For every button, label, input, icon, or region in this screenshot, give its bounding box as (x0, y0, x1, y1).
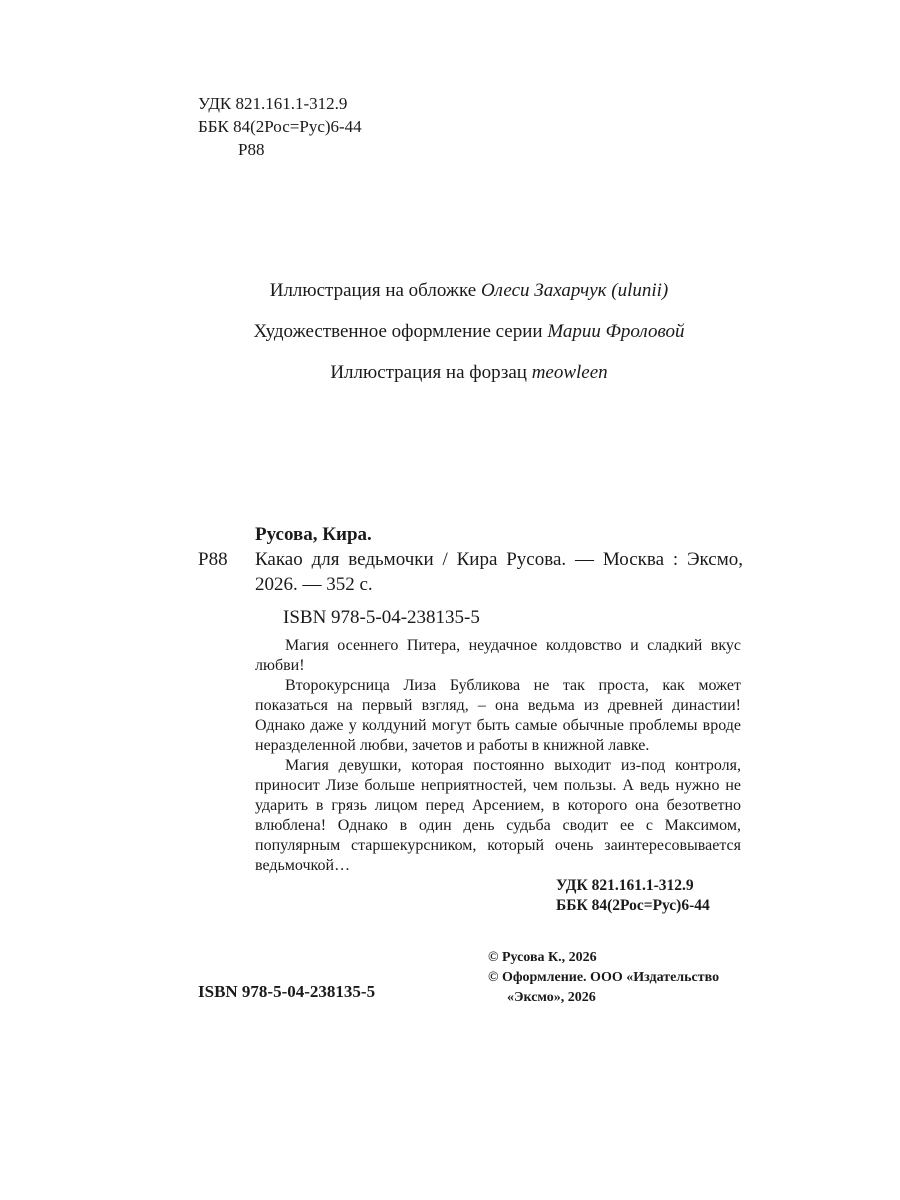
copyright-publisher: «Эксмо», 2026 (507, 990, 596, 1005)
record-author-mark: Р88 (198, 549, 228, 570)
author-mark: Р88 (238, 140, 265, 159)
udk-block-right (556, 876, 710, 916)
credit-series-design (0, 321, 900, 343)
udk-block-top (198, 92, 362, 161)
annotation (255, 636, 741, 876)
credit-label: Художественное оформление серии (253, 321, 548, 342)
credit-cover-illustration (0, 280, 900, 302)
bibliographic-record (198, 522, 743, 630)
credit-endpaper-illustration (0, 362, 900, 384)
copyright-block (488, 948, 719, 1008)
annotation-paragraph: Магия осеннего Питера, неудачное колдовство и сладкий вкус любви! (255, 637, 741, 674)
credit-name: Олеси Захарчук (ulunii) (480, 280, 669, 301)
copyright-author: © Русова К., 2026 (488, 950, 597, 965)
credit-label: Иллюстрация на обложке (269, 280, 481, 301)
record-title-row (198, 547, 743, 597)
record-author: Русова, Кира. (255, 524, 372, 545)
annotation-paragraph: Второкурсница Лиза Бубликова не так проста, как может показаться на первый взгляд, – она ведьма из древней династии! Однако даже у колдуний могут быть самые обычные проблемы вроде неразделенной любви, зачетов и работы в книжной лавке. (255, 677, 741, 754)
udk-code: УДК 821.161.1-312.9 (556, 877, 694, 894)
credit-label: Иллюстрация на форзац (330, 362, 532, 383)
bbk-code: ББК 84(2Рос=Рус)6-44 (198, 117, 362, 136)
annotation-paragraph: Магия девушки, которая постоянно выходит из-под контроля, приносит Лизе больше неприятностей, чем пользы. А ведь нужно не ударить в грязь лицом перед Арсением, в которого она безответно влюблена! Однако в один день судьба сводит ее с Максимом, популярным старшекурсником, который очень заинтересовывается ведьмочкой… (255, 757, 741, 874)
record-title: Какао для ведьмочки / Кира Русова. — Москва : Эксмо, 2026. — 352 с. (255, 549, 743, 595)
isbn-bottom: ISBN 978-5-04-238135-5 (198, 982, 376, 1001)
credit-name: Марии Фроловой (547, 321, 685, 342)
record-isbn: ISBN 978-5-04-238135-5 (283, 607, 480, 628)
bbk-code: ББК 84(2Рос=Рус)6-44 (556, 897, 710, 914)
credit-name: meowleen (531, 362, 608, 383)
udk-code: УДК 821.161.1-312.9 (198, 94, 348, 113)
copyright-design: © Оформление. ООО «Издательство (488, 970, 720, 985)
